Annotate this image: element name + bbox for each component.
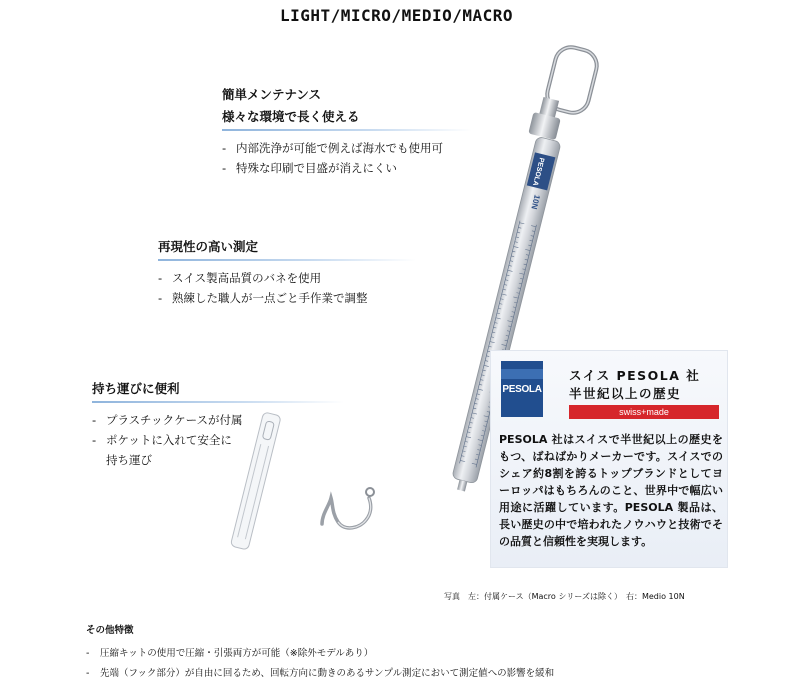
pesola-box-body: PESOLA 社はスイスで半世紀以上の歴史をもつ、ばねばかりメーカーです。スイスでのシェア約8割を誇るトップブランドとしてヨーロッパはもちろんのこと、世界中で幅広い用途に活躍しています。PESOLA 製品は、長い歴史の中で培われたノウハウと技術でその品質と信頼性を実現します。 bbox=[499, 433, 723, 548]
list-item: - ポケットに入れて安全に 持ち運び bbox=[92, 430, 344, 470]
feature-portability-heading: 持ち運びに便利 bbox=[92, 381, 180, 396]
list-item: - プラスチックケースが付属 bbox=[92, 410, 344, 430]
swiss-made-badge: swiss+made bbox=[569, 405, 719, 419]
feature-portability bbox=[92, 379, 344, 470]
list-item: - 熟練した職人が一点ごと手作業で調整 bbox=[158, 288, 416, 308]
tube-brand: PESOLA bbox=[531, 156, 545, 187]
heading-rule bbox=[92, 401, 344, 403]
pesola-box-heading-line1: スイス PESOLA 社 bbox=[569, 368, 701, 383]
feature-maintenance bbox=[222, 85, 472, 178]
other-features-list bbox=[86, 644, 776, 684]
photo-caption: 写真 左：付属ケース（Macro シリーズは除く） 右：Medio 10N bbox=[444, 592, 685, 601]
list-item: - 特殊な印刷で目盛が消えにくい bbox=[222, 158, 472, 178]
feature-maintenance-list bbox=[222, 138, 472, 178]
heading-rule bbox=[158, 259, 416, 261]
list-item: - 内部洗浄が可能で例えば海水でも使用可 bbox=[222, 138, 472, 158]
other-features bbox=[86, 624, 776, 684]
feature-maintenance-heading: 簡単メンテナンス bbox=[222, 87, 322, 102]
pesola-logo bbox=[501, 361, 543, 417]
pesola-box-heading bbox=[569, 367, 700, 403]
feature-maintenance-subheading: 様々な環境で長く使える bbox=[222, 109, 360, 124]
list-item: - スイス製高品質のバネを使用 bbox=[158, 268, 416, 288]
feature-portability-list bbox=[92, 410, 344, 470]
list-item: - 圧縮キットの使用で圧縮・引張両方が可能（※除外モデルあり） bbox=[86, 644, 776, 664]
feature-reproducibility-list bbox=[158, 268, 416, 308]
pesola-box-heading-line2: 半世紀以上の歴史 bbox=[569, 386, 682, 401]
pesola-logo-text: PESOLA bbox=[502, 384, 542, 395]
other-features-heading: その他特徴 bbox=[86, 625, 134, 636]
page-title: LIGHT/MICRO/MEDIO/MACRO bbox=[279, 6, 514, 25]
feature-reproducibility-heading: 再現性の高い測定 bbox=[158, 239, 259, 254]
feature-reproducibility bbox=[158, 237, 416, 308]
tube-capacity: 10N bbox=[529, 193, 542, 211]
heading-rule bbox=[222, 129, 472, 131]
list-item: - 先端（フック部分）が自由に回るため、回転方向に動きのあるサンプル測定において測定値への影響を緩和 bbox=[86, 664, 776, 684]
pesola-info-box bbox=[490, 350, 728, 568]
